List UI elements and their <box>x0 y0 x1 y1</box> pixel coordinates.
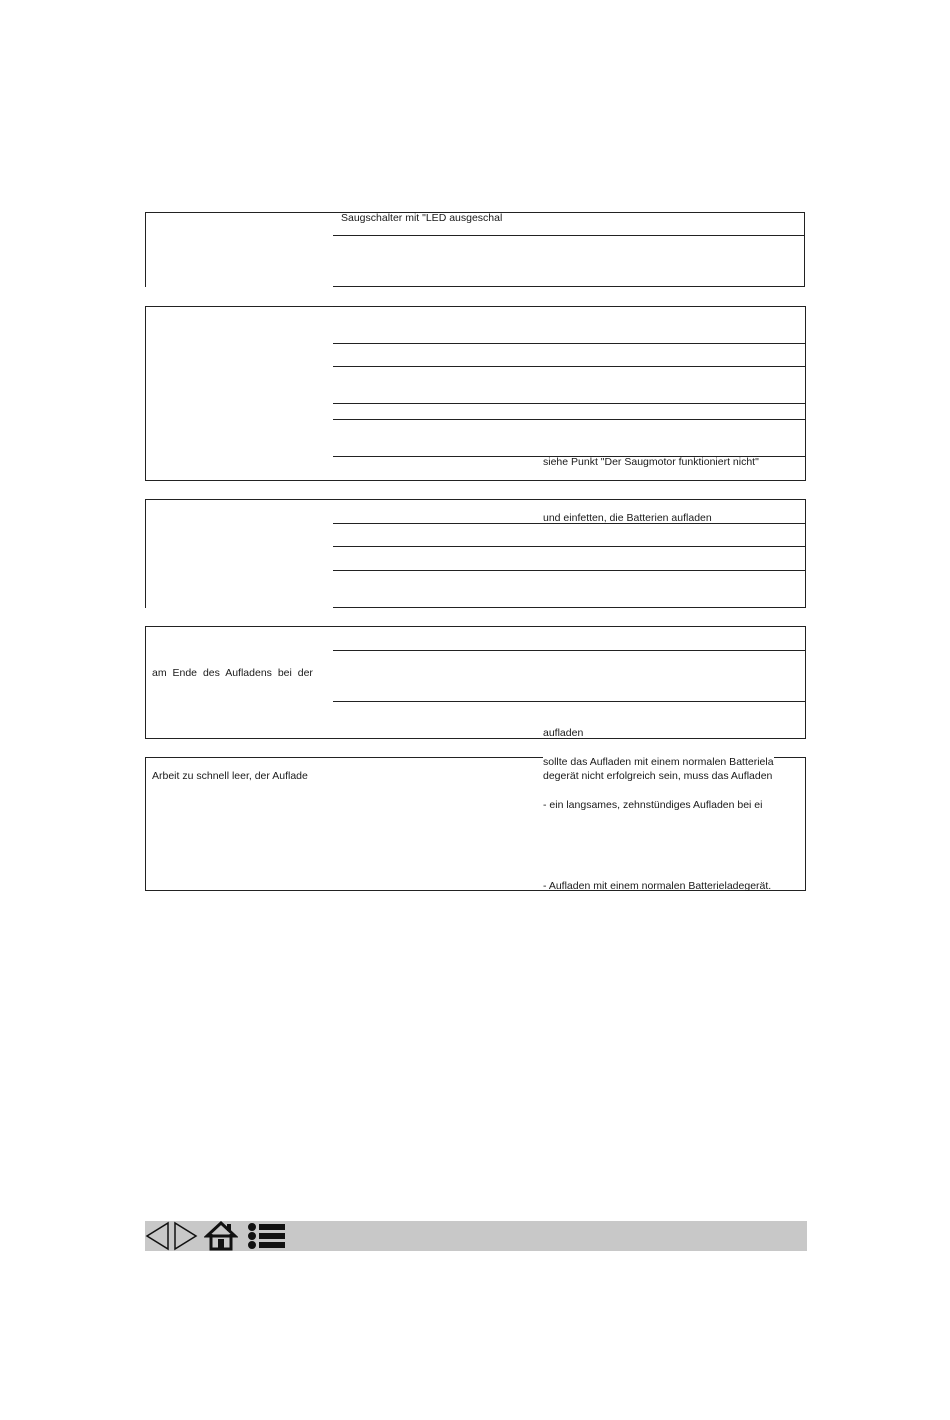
home-button[interactable] <box>204 1221 238 1251</box>
list-icon <box>245 1221 287 1251</box>
row5-solution-line-1: sollte das Aufladen mit einem normalen Batteriela <box>543 756 774 768</box>
next-page-button[interactable] <box>173 1221 199 1251</box>
triangle-right-icon <box>173 1221 199 1251</box>
row4-problem-text: am Ende des Aufladens bei der <box>152 667 313 679</box>
navigation-bar <box>145 1221 807 1251</box>
index-button[interactable] <box>245 1221 287 1251</box>
row2-solution-text: siehe Punkt "Der Saugmotor funktioniert nicht" <box>543 456 759 468</box>
row3-solution-text: und einfetten, die Batterien aufladen <box>543 512 712 524</box>
row4-solution-text: aufladen <box>543 727 584 739</box>
home-icon <box>204 1221 238 1251</box>
row5-problem-text: Arbeit zu schnell leer, der Auflade <box>152 770 308 782</box>
row5-solution-line-3: - ein langsames, zehnstündiges Aufladen bei ei <box>543 799 763 811</box>
triangle-left-icon <box>145 1221 171 1251</box>
row1-solution-text: Saugschalter mit "LED ausgeschal <box>341 212 503 224</box>
previous-page-button[interactable] <box>145 1221 171 1251</box>
row5-solution-line-2: degerät nicht erfolgreich sein, muss das Aufladen <box>543 770 773 782</box>
row5-solution-line-4: - Aufladen mit einem normalen Batterieladegerät. <box>543 880 772 892</box>
